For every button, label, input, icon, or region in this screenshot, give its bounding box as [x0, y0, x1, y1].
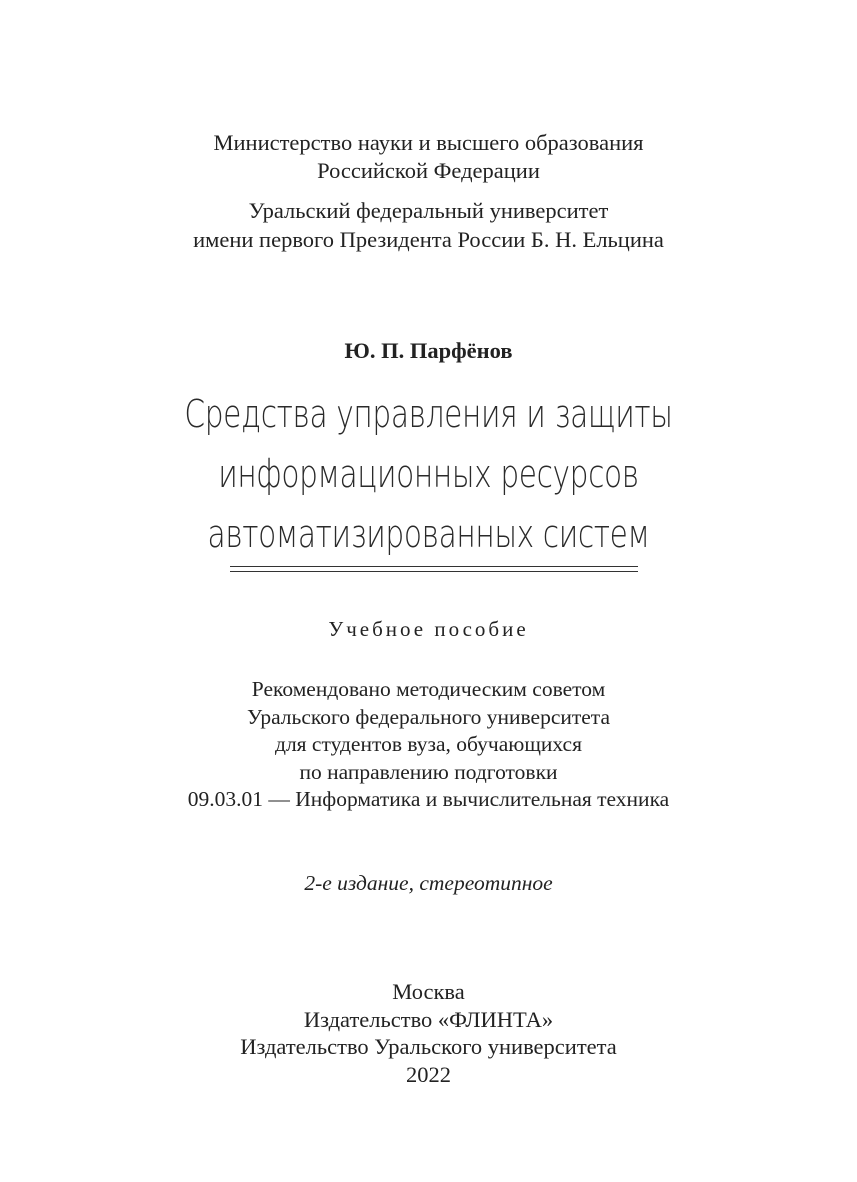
- ministry-line-2: Российской Федерации: [317, 157, 540, 183]
- recommendation-line-1: Рекомендовано методическим советом: [251, 677, 606, 701]
- edition-note: 2-е издание, стереотипное: [304, 871, 553, 895]
- university-heading: [0, 197, 857, 254]
- university-line-1: Уральский федеральный университет: [248, 198, 609, 223]
- ministry-heading: [0, 129, 857, 184]
- university-line-2: имени первого Президента России Б. Н. Ельцина: [193, 226, 664, 252]
- book-title-line-2: информационных ресурсов: [218, 452, 639, 496]
- recommendation-line-3: для студентов вуза, обучающихся: [275, 732, 582, 756]
- recommendation-line-4: по направлению подготовки: [299, 759, 558, 784]
- book-title-line-3: автоматизированных систем: [207, 512, 650, 556]
- title-divider-top: [230, 566, 638, 567]
- publication-year: 2022: [406, 1061, 451, 1087]
- recommendation-note: [0, 676, 857, 814]
- book-title-line-1: Средства управления и защиты: [184, 392, 673, 436]
- recommendation-line-2: Уральского федерального университета: [246, 704, 611, 729]
- publisher-city: Москва: [392, 979, 465, 1004]
- document-type: Учебное пособие: [328, 617, 529, 641]
- publisher-imprint: [0, 978, 857, 1088]
- publisher-name-1: Издательство «ФЛИНТА»: [303, 1006, 554, 1032]
- title-divider-bottom: [230, 571, 638, 572]
- recommendation-line-5: 09.03.01 — Информатика и вычислительная техника: [187, 787, 670, 811]
- author-name: Ю. П. Парфёнов: [344, 338, 513, 363]
- ministry-line-1: Министерство науки и высшего образования: [213, 130, 644, 155]
- book-title: [0, 384, 857, 564]
- publisher-name-2: Издательство Уральского университета: [240, 1034, 617, 1059]
